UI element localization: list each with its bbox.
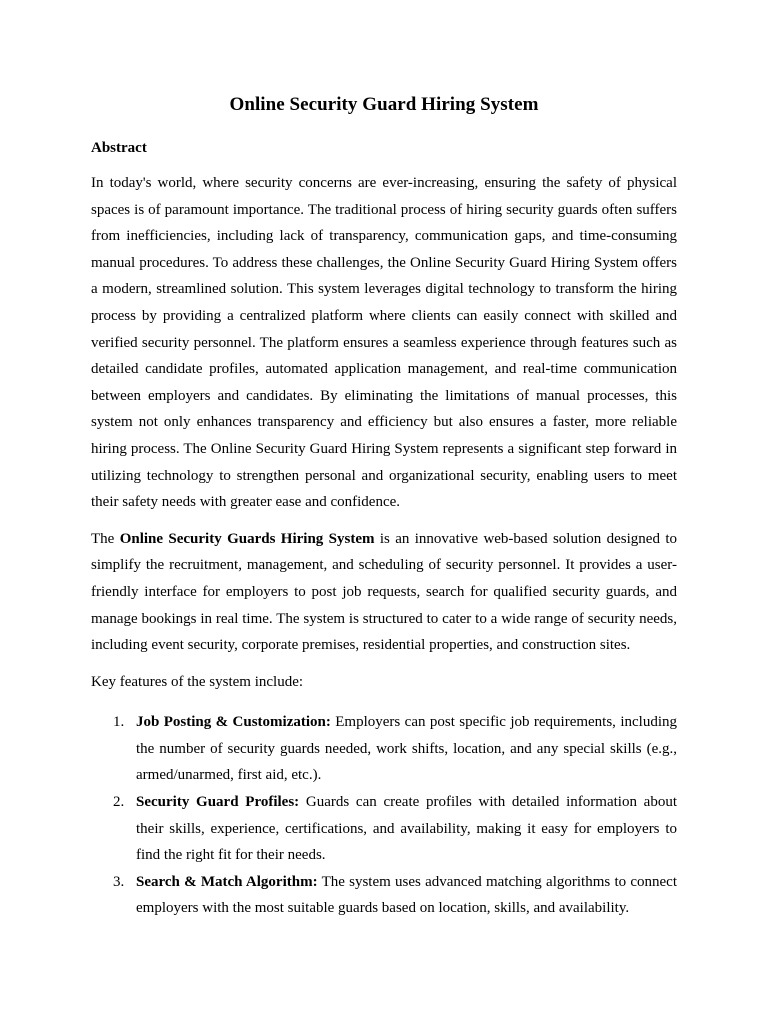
intro-suffix: is an innovative web-based solution designed to simplify the recruitment, management, and scheduling of security personnel. It provides a user-friendly interface for employers to post job requests, search for qualified security guards, and manage bookings in real time. The system is structured to cater to a wide range of security needs, including event security, corporate premises, residential properties, and construction sites. <box>91 530 677 654</box>
feature-item <box>91 789 677 869</box>
abstract-paragraph: In today's world, where security concerns are ever-increasing, ensuring the safety of physical spaces is of paramount importance. The traditional process of hiring security guards often suffers from inefficiencies, including lack of transparency, communication gaps, and time-consuming manual procedures. To address these challenges, the Online Security Guard Hiring System offers a modern, streamlined solution. This system leverages digital technology to transform the hiring process by providing a centralized platform where clients can easily connect with skilled and verified security personnel. The platform ensures a seamless experience through features such as detailed candidate profiles, automated application management, and real-time communication between employers and candidates. By eliminating the limitations of manual processes, this system not only enhances transparency and efficiency but also ensures a faster, more reliable hiring process. The Online Security Guard Hiring System represents a significant step forward in utilizing technology to strengthen personal and organizational security, enabling users to meet their safety needs with greater ease and confidence. <box>91 175 677 511</box>
feature-label: Search & Match Algorithm: <box>136 873 318 890</box>
feature-text: Guards can create profiles with detailed information about their skills, experience, certifications, and availability, making it easy for employers to find the right fit for their needs. <box>136 794 677 864</box>
feature-number: 3. <box>113 873 125 890</box>
features-list <box>91 709 677 922</box>
feature-item <box>91 709 677 789</box>
intro-system-name: Online Security Guards Hiring System <box>119 530 375 547</box>
feature-text: The system uses advanced matching algorithms to connect employers with the most suitable guards based on location, skills, and availability. <box>136 873 677 917</box>
document-body <box>91 92 677 922</box>
feature-item <box>91 869 677 922</box>
feature-label: Security Guard Profiles: <box>136 794 300 811</box>
feature-number: 1. <box>113 714 125 731</box>
key-features-intro: Key features of the system include: <box>91 673 304 690</box>
document-title: Online Security Guard Hiring System <box>229 94 539 115</box>
abstract-heading: Abstract <box>91 140 147 156</box>
feature-label: Job Posting & Customization: <box>136 714 331 731</box>
feature-number: 2. <box>113 794 125 811</box>
feature-text: Employers can post specific job requirements, including the number of security guards needed, work shifts, location, and any special skills (e.g., armed/unarmed, first aid, etc.). <box>136 714 677 784</box>
intro-paragraph <box>91 526 677 659</box>
intro-prefix: The <box>91 530 120 547</box>
